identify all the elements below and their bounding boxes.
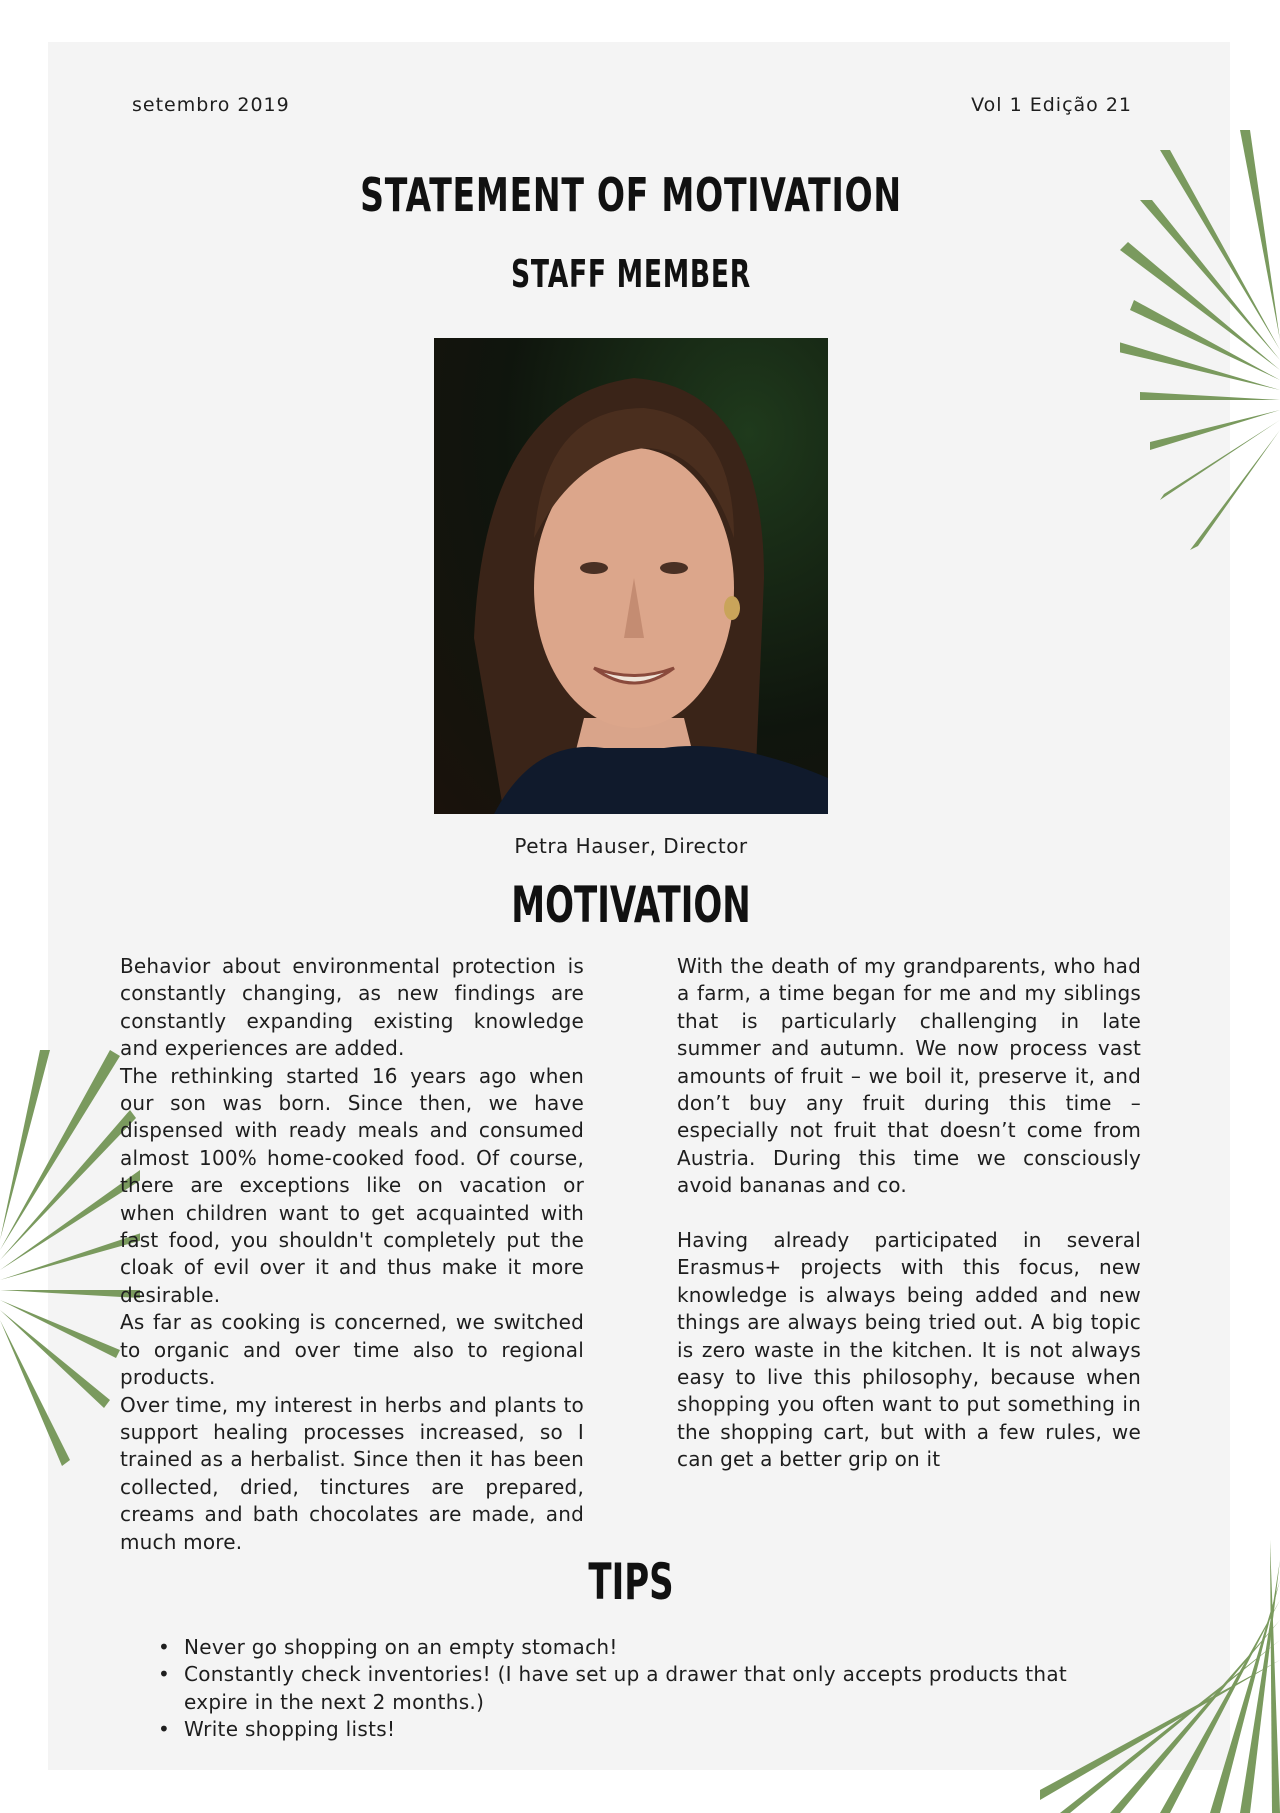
issue-number: Vol 1 Edição 21	[971, 94, 1132, 116]
page-subtitle: STAFF MEMBER	[511, 252, 751, 296]
palm-leaf-left-icon	[0, 1050, 140, 1490]
palm-leaf-top-right-icon	[1120, 130, 1280, 570]
paragraph: As far as cooking is concerned, we switched to organic and over time also to regional products.	[120, 1310, 584, 1390]
issue-date: setembro 2019	[132, 94, 290, 116]
paragraph: The rethinking started 16 years ago when our son was born. Since then, we have dispensed with ready meals and consumed almost 100% home-cooked food. Of course, there are exceptions like on vacation or when children want to get acquainted with fast food, you shouldn't completely put the cloak of evil over it and thus make it more desirable.	[120, 1063, 584, 1307]
list-item: • Write shopping lists!	[184, 1716, 1124, 1743]
staff-portrait	[434, 338, 828, 814]
person-photo-icon	[434, 338, 828, 814]
page-title: STATEMENT OF MOTIVATION	[360, 168, 902, 222]
paragraph: With the death of my grandparents, who had a farm, a time began for me and my siblings that is particularly challenging in late summer and autumn. We now process vast amounts of fruit – we boil it, preserve it, and don’t buy any fruit during this time – especially not fruit that doesn’t come from Austria. During this time we consciously avoid bananas and co.	[677, 954, 1141, 1198]
tips-list	[184, 1634, 1124, 1744]
left-column	[120, 953, 584, 1556]
paragraph: Behavior about environmental protection is constantly changing, as new findings are constantly expanding existing knowledge and experiences are added.	[120, 954, 584, 1061]
right-column	[677, 953, 1141, 1474]
list-item: • Never go shopping on an empty stomach!	[184, 1634, 1124, 1661]
tips-heading: TIPS	[588, 1553, 674, 1611]
paragraph: Having already participated in several Erasmus+ projects with this focus, new knowledge is always being added and new things are always being tried out. A big topic is zero waste in the kitchen. It is not always easy to live this philosophy, because when shopping you often want to put something in the shopping cart, but with a few rules, we can get a better grip on it	[677, 1228, 1141, 1472]
photo-caption: Petra Hauser, Director	[514, 834, 748, 858]
paragraph: Over time, my interest in herbs and plants to support healing processes increased, so I trained as a herbalist. Since then it has been collected, dried, tinctures are prepared, creams and bath chocolates are made, and much more.	[120, 1392, 584, 1554]
list-item: • Constantly check inventories! (I have set up a drawer that only accepts products that expire in the next 2 months.)	[184, 1661, 1124, 1716]
motivation-heading: MOTIVATION	[511, 876, 751, 934]
